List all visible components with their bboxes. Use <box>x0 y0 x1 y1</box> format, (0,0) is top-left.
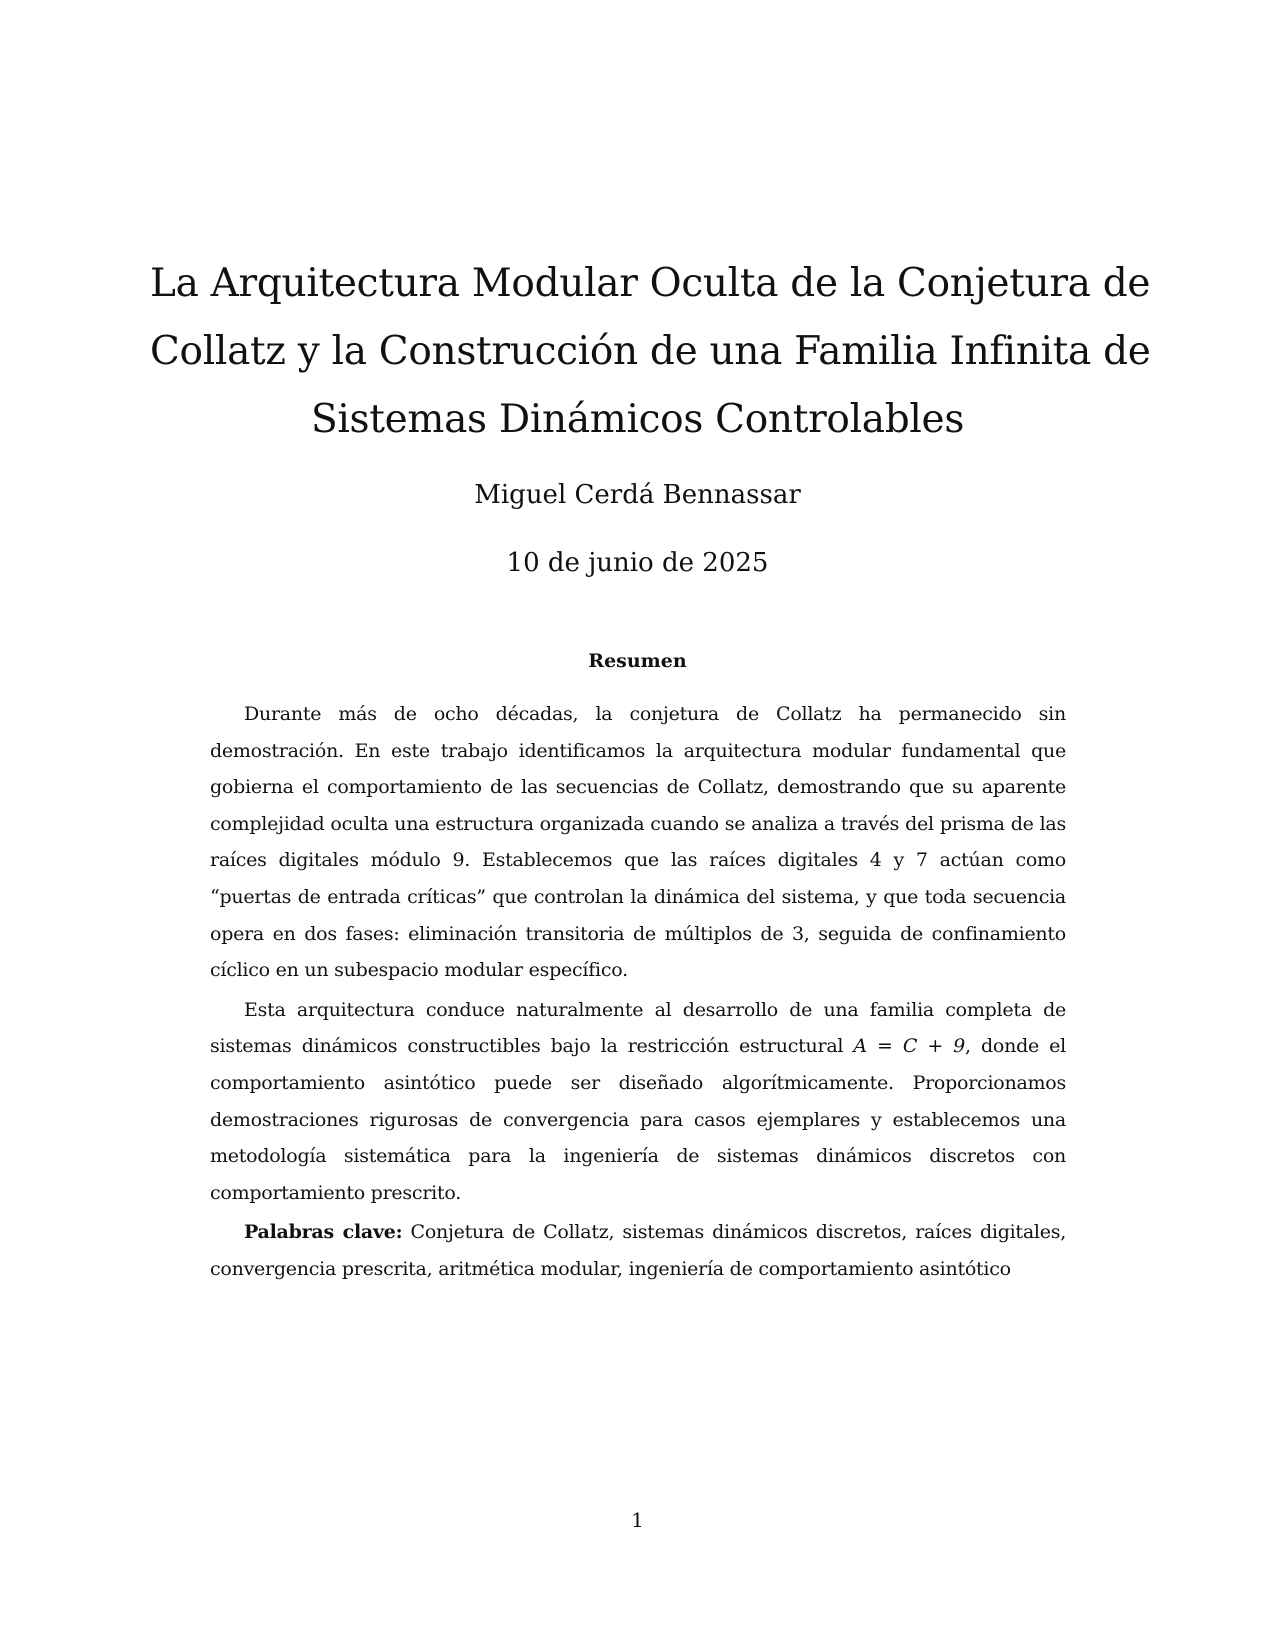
title-line-3: Sistemas Dinámicos Controlables <box>310 397 965 442</box>
page-number: 1 <box>631 1508 644 1532</box>
author-name: Miguel Cerdá Bennassar <box>474 480 801 510</box>
title-line-2: Collatz y la Construcción de una Familia Infinita de <box>150 329 1151 374</box>
paper-title <box>150 250 1151 454</box>
abstract-paragraph-2 <box>210 992 1066 1212</box>
abstract-heading: Resumen <box>588 650 687 672</box>
keywords-text: Conjetura de Collatz, sistemas dinámicos discretos, raíces digitales, convergencia prescrita, aritmética modular, ingeniería de comportamiento asintótico <box>210 1221 1067 1280</box>
publication-date: 10 de junio de 2025 <box>506 548 769 578</box>
abstract-body <box>210 696 1066 1291</box>
abstract-paragraph-1: Durante más de ocho décadas, la conjetura de Collatz ha permanecido sin demostración. En este trabajo identificamos la arquitectura modular fundamental que gobierna el comportamiento de las secuencias de Collatz, demostrando que su aparente complejidad oculta una estructura organizada cuando se analiza a través del prisma de las raíces digitales módulo 9. Establecemos que las raíces digitales 4 y 7 actúan como “puertas de entrada críticas” que controlan la dinámica del sistema, y que toda secuencia opera en dos fases: eliminación transitoria de múltiplos de 3, seguida de confinamiento cíclico en un subespacio modular específico. <box>210 703 1066 982</box>
abstract-paragraph-2-start: Esta arquitectura conduce naturalmente al desarrollo de una familia completa de sistemas dinámicos constructibles bajo la restricción estructural <box>210 998 1066 1058</box>
title-line-1: La Arquitectura Modular Oculta de la Conjetura de <box>150 261 1151 306</box>
structural-equation: A = C + 9 <box>853 1035 966 1058</box>
keywords-label: Palabras clave: <box>244 1221 403 1244</box>
abstract-paragraph-2-end: , donde el comportamiento asintótico puede ser diseñado algorítmicamente. Proporcionamos demostraciones rigurosas de convergencia para casos ejemplares y establecemos una metodología sistemática para la ingeniería de sistemas dinámicos discretos con comportamiento prescrito. <box>210 1035 1066 1204</box>
keywords-paragraph <box>210 1214 1066 1287</box>
